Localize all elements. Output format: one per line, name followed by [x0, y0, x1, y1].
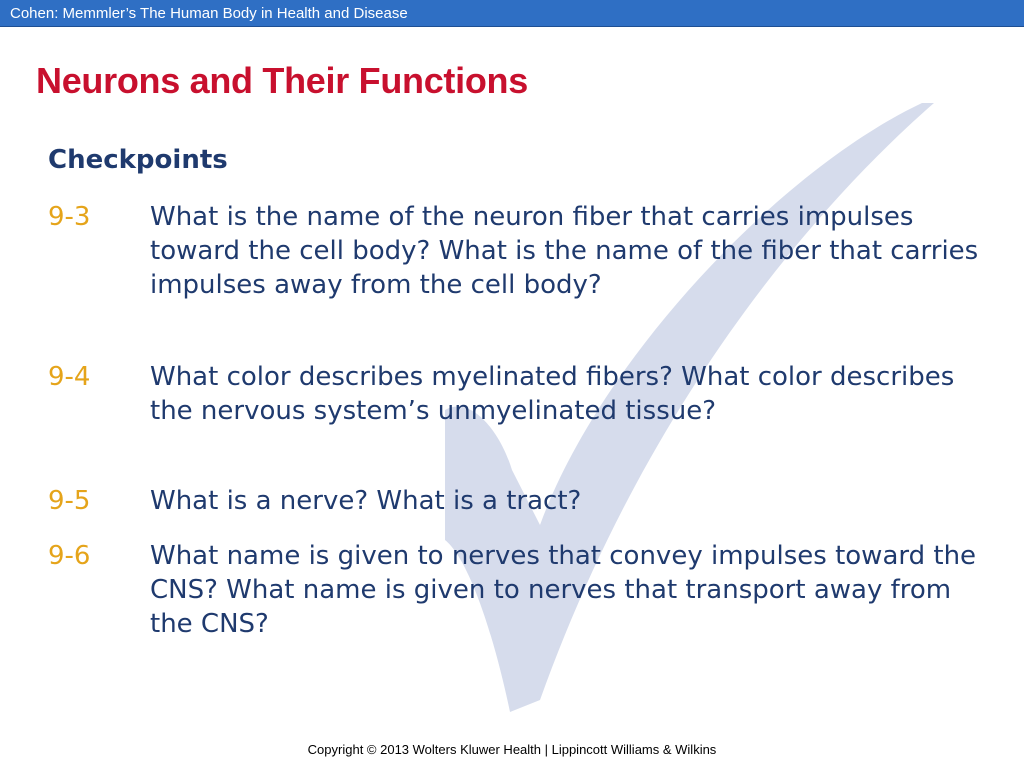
- copyright-notice: Copyright © 2013 Wolters Kluwer Health | Lippincott Williams & Wilkins: [307, 742, 717, 757]
- course-title: Cohen: Memmler’s The Human Body in Health and Disease: [10, 5, 408, 22]
- checkpoint-question: What is a nerve? What is a tract?: [150, 486, 582, 516]
- checkpoint-question: What color describes myelinated fibers? What color describes the nervous system’s unmyelinated tissue?: [150, 362, 955, 426]
- checkpoint-number: 9-4: [48, 362, 91, 392]
- checkpoint-question: What name is given to nerves that convey impulses toward the CNS? What name is given to nerves that transport away from the CNS?: [150, 541, 977, 639]
- slide-title: Neurons and Their Functions: [36, 60, 528, 101]
- checkpoint-number: 9-6: [48, 541, 91, 571]
- section-heading: Checkpoints: [48, 145, 228, 175]
- checkpoint-number: 9-5: [48, 486, 91, 516]
- checkpoint-question: What is the name of the neuron fiber that carries impulses toward the cell body? What is the name of the fiber that carries impulses away from the cell body?: [150, 202, 979, 300]
- checkpoint-number: 9-3: [48, 202, 91, 232]
